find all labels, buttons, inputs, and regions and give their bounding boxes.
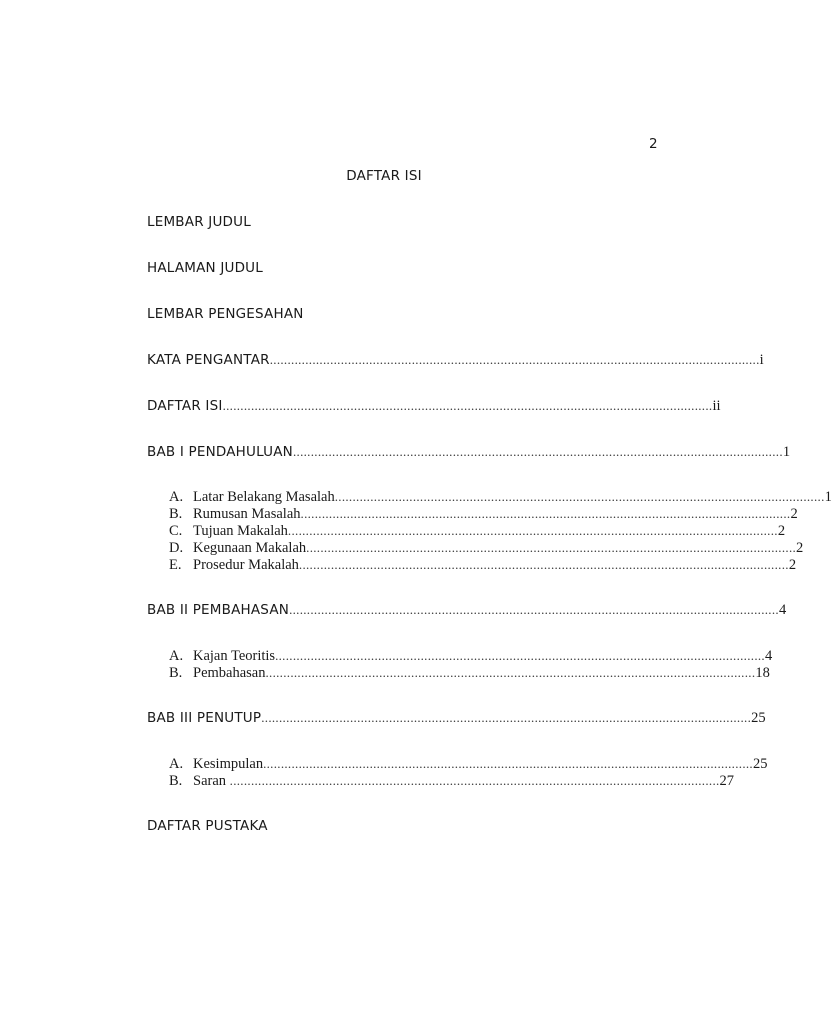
sub-entry-label: Latar Belakang Masalah [193,489,335,505]
page-number: 2 [649,136,658,152]
toc-sub-entry [169,756,768,773]
dot-leader: .......................................................................................................................................... [306,540,797,555]
toc-entry-page: ii [712,398,721,414]
toc-sub-entry [169,557,797,574]
sub-entry-page: 1 [824,489,832,505]
sub-entry-letter: B. [169,665,183,681]
dot-leader: .......................................................................................................................................... [269,352,760,367]
dot-leader: .......................................................................................................................................... [261,710,752,725]
toc-entry-label: BAB III PENUTUP [147,710,262,726]
toc-sub-entry [169,540,804,557]
toc-entry-page: 4 [778,602,787,618]
sub-entry-page: 27 [719,773,735,789]
sub-entry-letter: C. [169,523,183,539]
dot-leader: .......................................................................................................................................... [229,773,720,788]
toc-sub-entry [169,489,832,506]
sub-entry-label: Kegunaan Makalah [193,540,307,556]
sub-entry-letter: A. [169,756,184,772]
sub-entry-page: 4 [764,648,773,664]
sub-entry-label: Prosedur Makalah [193,557,299,573]
sub-entry-letter: B. [169,773,183,789]
toc-entry-daftar-isi [147,398,721,415]
sub-entry-label: Tujuan Makalah [193,523,288,539]
dot-leader: .......................................................................................................................................... [263,756,753,771]
dot-leader: .......................................................................................................................................... [292,444,783,459]
sub-entry-label: Kesimpulan [193,756,264,772]
toc-entry-lembar-pengesahan: LEMBAR PENGESAHAN [147,306,304,322]
toc-entry-bab-2 [147,602,787,619]
toc-entry-label: DAFTAR ISI [147,398,223,414]
sub-entry-letter: B. [169,506,183,522]
toc-sub-entry [169,773,735,790]
sub-entry-letter: D. [169,540,184,556]
sub-entry-label: Saran [193,773,230,789]
sub-entry-page: 2 [796,540,804,556]
sub-entry-page: 2 [790,506,798,522]
toc-entry-page: 25 [751,710,766,726]
dot-leader: .......................................................................................................................................... [298,557,789,572]
toc-entry-daftar-pustaka: DAFTAR PUSTAKA [147,818,268,834]
sub-entry-page: 2 [788,557,797,573]
dot-leader: .......................................................................................................................................... [300,506,791,521]
toc-entry-label: KATA PENGANTAR [147,352,270,368]
toc-entry-page: 1 [782,444,791,460]
sub-entry-page: 2 [777,523,786,539]
toc-entry-label: BAB II PEMBAHASAN [147,602,290,618]
dot-leader: .......................................................................................................................................... [334,489,825,504]
toc-entry-label: BAB I PENDAHULUAN [147,444,293,460]
dot-leader: .......................................................................................................................................... [265,665,756,680]
toc-entry-halaman-judul: HALAMAN JUDUL [147,260,263,276]
sub-entry-page: 18 [755,665,770,681]
toc-entry-kata-pengantar [147,352,764,369]
toc-entry-page: i [759,352,764,368]
page-title: DAFTAR ISI [346,168,422,184]
dot-leader: .......................................................................................................................................... [275,648,765,663]
dot-leader: .......................................................................................................................................... [222,398,713,413]
toc-sub-entry [169,506,798,523]
toc-sub-entry [169,665,770,682]
toc-sub-entry [169,523,786,540]
toc-entry-bab-1 [147,444,791,461]
sub-entry-letter: A. [169,489,184,505]
sub-entry-page: 25 [752,756,768,772]
sub-entry-label: Rumusan Masalah [193,506,301,522]
dot-leader: .......................................................................................................................................... [287,523,778,538]
sub-entry-letter: A. [169,648,184,664]
sub-entry-label: Pembahasan [193,665,266,681]
toc-entry-bab-3 [147,710,766,727]
dot-leader: .......................................................................................................................................... [289,602,779,617]
sub-entry-label: Kajan Teoritis [193,648,276,664]
toc-entry-lembar-judul: LEMBAR JUDUL [147,214,251,230]
toc-sub-entry [169,648,773,665]
sub-entry-letter: E. [169,557,182,573]
